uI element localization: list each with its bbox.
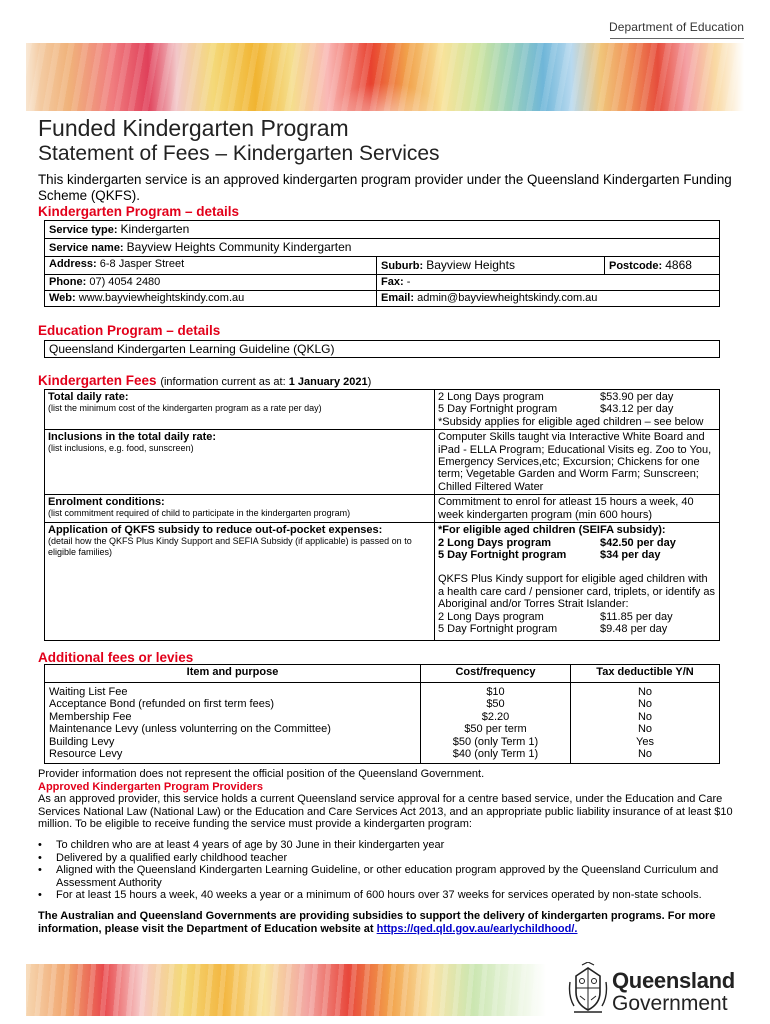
phone-value: 07) 4054 2480 [89,276,161,288]
additional-fees-table [44,664,720,764]
closing-statement: The Australian and Queensland Governments are providing subsidies to support the delivery of kindergarten programs. For more information, please visit the Department of Education website at [38,909,716,935]
additional-heading: Additional fees or levies [38,650,194,665]
service-name-value: Bayview Heights Community Kindergarten [126,240,352,254]
fee-tax: No [637,710,653,723]
qkfs-label-cell [45,523,435,641]
enrolment-value: Commitment to enrol for atleast 15 hours a week, 40 week kindergarten program (min 600 hours) [435,495,720,523]
fax-cell [377,275,720,291]
plus-kindy-line: 2 Long Days program $11.85 per day [438,610,673,623]
subsidy-note: *Subsidy applies for eligible aged children – see below [438,415,704,428]
fee-tax: Yes [636,735,654,748]
education-program-field: Queensland Kindergarten Learning Guideline (QKLG) [44,340,720,358]
daily-rate-label-cell [45,390,435,430]
list-item: • To children who are at least 4 years of age by 30 June in their kindergarten year [38,839,748,852]
fees-heading [38,373,371,388]
service-type-label: Service type: [49,224,118,236]
qkfs-value-cell [435,523,720,641]
web-value: www.bayviewheightskindy.com.au [78,292,245,304]
service-name-label: Service name: [49,242,124,254]
daily-rate-hint: (list the minimum cost of the kindergarten program as a rate per day) [48,403,322,413]
qkfs-line: 5 Day Fortnight program $34 per day [438,549,661,562]
fee-cost: $50 [486,698,505,711]
fee-tax: No [637,748,653,761]
page-subtitle: Statement of Fees – Kindergarten Services [38,142,440,165]
col-cost-header: Cost/frequency [421,665,571,683]
program-heading: Kindergarten Program – details [38,204,240,219]
table-header-row [45,665,720,683]
service-type-value: Kindergarten [120,222,190,236]
fees-table [44,389,720,641]
service-name-cell [45,239,720,257]
phone-label: Phone: [49,276,87,288]
website-link[interactable]: https://qed.qld.gov.au/earlychildhood/. [376,922,578,935]
items-cell [45,683,421,764]
col-item-header: Item and purpose [45,665,421,683]
email-value: admin@bayviewheightskindy.com.au [417,292,598,304]
inclusions-label: Inclusions in the total daily rate: [48,431,217,444]
suburb-label: Suburb: [381,260,424,272]
address-cell [45,257,377,275]
web-cell [45,291,377,307]
list-item: • For at least 15 hours a week, 40 weeks a year or a minimum of 600 hours over 37 weeks for services operated by non-state schools. [38,889,748,902]
tax-cell [571,683,720,764]
qkfs-subsidy-heading: *For eligible aged children (SEIFA subsidy): [438,524,666,537]
requirements-list [38,839,748,902]
service-type-cell [45,221,720,239]
footer-banner-texture [26,964,546,1016]
fees-heading-label: Kindergarten Fees [38,373,157,388]
fee-cost: $50 per term [464,723,527,736]
fee-cost: $40 (only Term 1) [452,748,539,761]
government-logo-text: Government [612,992,728,1015]
program-details-table [44,220,720,307]
web-label: Web: [49,292,76,304]
fee-tax: No [637,723,653,736]
fee-item: Maintenance Levy (unless volunterring on the Committee) [49,723,331,736]
enrolment-hint: (list commitment required of child to participate in the kindergarten program) [48,508,351,519]
suburb-cell [377,257,605,275]
col-tax-header: Tax deductible Y/N [571,665,720,683]
fee-tax: No [637,686,653,698]
department-label: Department of Education [608,20,744,34]
providers-body: As an approved provider, this service holds a current Queensland service approval for a centre based service, under the Education and Care Services National Law (National Law) or the Education and Care Services Act 2013, and an appropriate public liability insurance of at least $10 million. To be eligible to receive funding the service must provide a kindergarten program: [38,793,733,831]
qkfs-label: Application of QKFS subsidy to reduce out-of-pocket expenses: [48,524,383,537]
disclaimer-text: Provider information does not represent the official position of the Queensland Government. [38,768,485,780]
daily-rate-line: 2 Long Days program $53.90 per day [438,391,674,403]
closing-text [38,910,748,935]
queensland-crest-icon [568,962,608,1016]
inclusions-hint: (list inclusions, e.g. food, sunscreen) [48,443,194,454]
address-label: Address: [49,258,97,270]
fax-value: - [406,276,411,288]
costs-cell [421,683,571,764]
page-title: Funded Kindergarten Program [38,115,349,141]
email-cell [377,291,720,307]
plus-kindy-text: QKFS Plus Kindy support for eligible aged children with a health care card / pensioner card, triplets, or identify as Aboriginal and/or Torres Strait Islander: [438,573,715,611]
fee-item: Acceptance Bond (refunded on first term fees) [49,698,275,711]
list-item: • Delivered by a qualified early childhood teacher [38,852,748,865]
fee-item: Membership Fee [49,710,132,723]
address-value: 6-8 Jasper Street [99,258,185,270]
enrolment-label-cell [45,495,435,523]
inclusions-value: Computer Skills taught via Interactive White Board and iPad - ELLA Program; Educational Visits eg. Zoo to You, Emergency Services,etc; Excursion; Chickens for one term; Vegetable Garden and Worm Farm; Sunscreen; Chilled Filtered Water [435,430,720,495]
header-banner-texture [26,43,744,111]
email-label: Email: [381,292,415,304]
postcode-label: Postcode: [609,260,663,272]
fee-cost: $10 [486,686,505,698]
fee-item: Building Levy [49,735,115,748]
qkfs-hint: (detail how the QKFS Plus Kindy Support and SEFIA Subsidy (if applicable) is passed on to eligible families) [48,536,412,558]
plus-kindy-line: 5 Day Fortnight program $9.48 per day [438,623,668,636]
header-rule [610,38,744,39]
phone-cell [45,275,377,291]
queensland-logo-text: Queensland [612,968,735,993]
postcode-value: 4868 [665,258,692,272]
fees-date-note: (information current as at: 1 January 2021) [160,376,372,388]
fee-cost: $2.20 [481,710,510,723]
enrolment-label: Enrolment conditions: [48,496,165,509]
inclusions-label-cell [45,430,435,495]
header-banner-edge [0,43,40,111]
daily-rate-value-cell [435,390,720,430]
list-item: • Aligned with the Queensland Kindergarten Learning Guideline, or other education program approved by the Queensland Curriculum and Assessment Authority [38,864,748,889]
table-row [45,683,720,764]
providers-heading: Approved Kindergarten Program Providers [38,780,263,793]
fee-tax: No [637,698,653,711]
intro-text: This kindergarten service is an approved kindergarten program provider under the Queensland Kindergarten Funding Scheme (QKFS). [38,172,732,203]
fee-item: Resource Levy [49,748,123,761]
qkfs-line: 2 Long Days program $42.50 per day [438,536,676,549]
education-heading: Education Program – details [38,323,221,338]
postcode-cell [605,257,720,275]
daily-rate-label: Total daily rate: [48,391,129,403]
suburb-value: Bayview Heights [426,258,515,272]
provider-section [38,768,748,935]
fax-label: Fax: [381,276,404,288]
daily-rate-line: 5 Day Fortnight program $43.12 per day [438,403,674,416]
fee-cost: $50 (only Term 1) [452,735,539,748]
fee-item: Waiting List Fee [49,686,128,698]
